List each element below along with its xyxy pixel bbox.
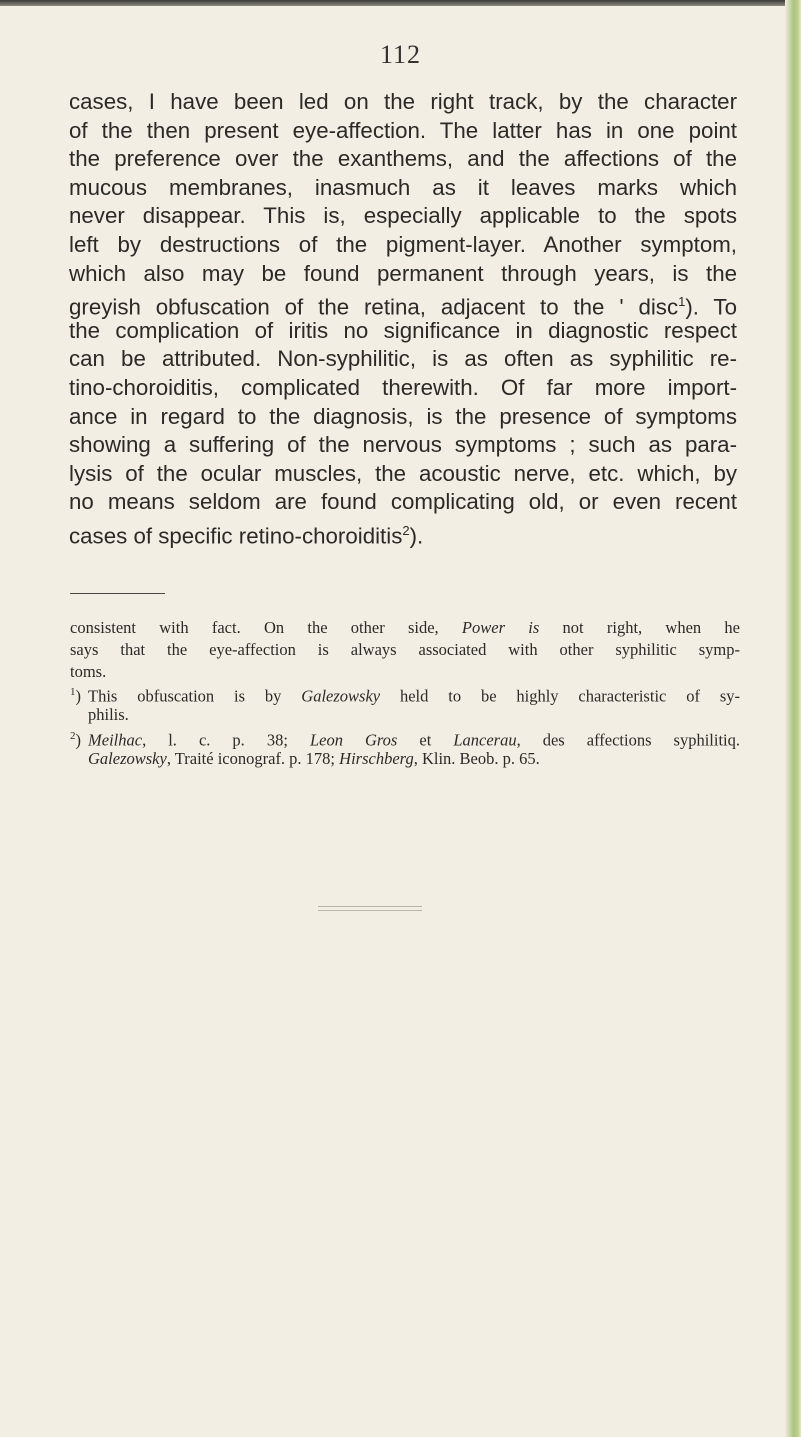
footnote-2: [70, 726, 740, 748]
footnote-text: , Klin. Beob. p. 65.: [413, 748, 540, 768]
footnote-line: [70, 748, 740, 770]
footnote-1: [70, 682, 740, 704]
body-line: the complication of iritis no significance in diagnostic respect: [69, 317, 737, 343]
footnote-italic: Power is: [461, 618, 540, 637]
footnote-italic: Meilhac: [88, 730, 143, 750]
body-line: cases, I have been led on the right track, by the character: [69, 89, 737, 114]
footnote-marker: $^2$): [70, 729, 81, 750]
footnote-text: held to be highly characteristic of sy-: [380, 686, 740, 706]
body-line: left by destructions of the pigment-layer. Another symptom,: [69, 231, 737, 257]
footnote-number: 2: [70, 729, 76, 742]
footnote-italic: Galezowsky: [301, 686, 381, 706]
footnote-text: consistent with fact. On the other side,: [70, 618, 462, 637]
body-line: [69, 288, 737, 320]
footnote-ref: 2: [402, 522, 410, 538]
footnote-separator: [70, 593, 165, 594]
footnote-text: , l. c. p. 38;: [142, 730, 310, 750]
footnote-text: not right, when he: [539, 618, 740, 637]
body-line-text: ). To: [685, 294, 737, 320]
body-line: showing a suffering of the nervous symptoms ; such as para-: [69, 432, 737, 458]
body-line: no means seldom are found complicating old, or even recent: [69, 489, 737, 515]
top-edge-rule: [0, 0, 801, 6]
footnote-line: says that the eye-affection is always associated with other syphilitic symp-: [70, 639, 740, 659]
body-line: of the then present eye-affection. The latter has in one point: [69, 117, 737, 143]
footnote-number: 1: [70, 686, 76, 699]
body-line-text: greyish obfuscation of the retina, adjacent to the ' disc: [69, 294, 679, 320]
body-line: the preference over the exanthems, and the affections of the: [69, 146, 737, 172]
footnote-text: , des affections syphilitiq.: [516, 730, 740, 750]
body-text: [69, 88, 737, 549]
footnote-line: toms.: [70, 661, 107, 681]
body-line-text: cases of specific retino-choroiditis: [69, 523, 403, 549]
body-line: lysis of the ocular muscles, the acoustic nerve, etc. which, by: [69, 460, 737, 486]
footnote-line: philis.: [88, 705, 129, 725]
body-line: ance in regard to the diagnosis, is the presence of symptoms: [69, 403, 737, 429]
footnote-italic: Hirschberg: [339, 748, 414, 768]
footnote-text: This obfuscation is by: [88, 686, 302, 706]
footnotes: [70, 617, 740, 770]
body-line-text: ).: [409, 523, 424, 549]
body-line: never disappear. This is, especially applicable to the spots: [69, 203, 737, 229]
footnote-text: et: [397, 730, 454, 750]
footnote-marker: $^1$): [70, 686, 81, 706]
footnote-line: [70, 617, 740, 639]
footnote-italic: Lancerau: [453, 730, 517, 750]
body-line: tino-choroiditis, complicated therewith. Of far more import-: [69, 374, 737, 400]
body-line: mucous membranes, inasmuch as it leaves marks which: [69, 174, 737, 200]
footnote-text: , Traité iconograf. p. 178;: [166, 748, 340, 768]
body-line: can be attributed. Non-syphilitic, is as often as syphilitic re-: [69, 346, 737, 372]
ink-smudge: [318, 906, 422, 915]
body-line: which also may be found permanent through years, is the: [69, 260, 737, 286]
footnote-ref: 1: [678, 294, 686, 310]
page-edge: [785, 0, 801, 1437]
footnote-italic: Galezowsky: [88, 748, 167, 768]
body-line: [69, 517, 737, 549]
footnote-italic: Leon Gros: [309, 730, 398, 750]
page-number: 112: [379, 40, 422, 69]
